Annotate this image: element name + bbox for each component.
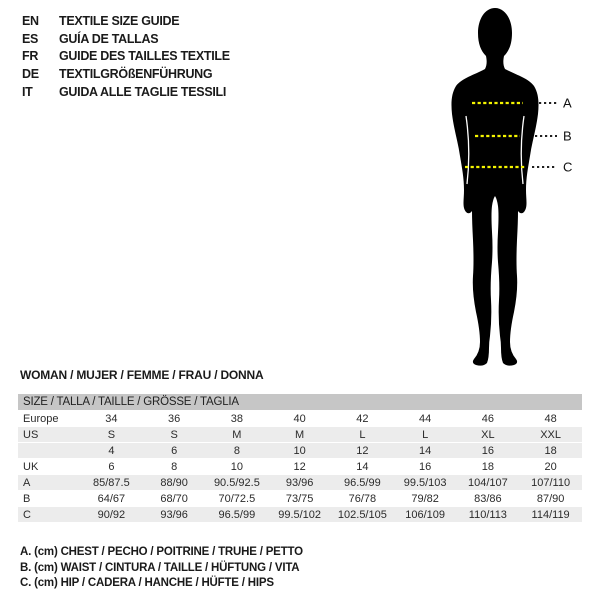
size-cell: 90/92 bbox=[97, 509, 126, 521]
size-cell: 8 bbox=[171, 461, 178, 473]
lang-row-es bbox=[22, 31, 230, 49]
size-cell: 44 bbox=[419, 413, 432, 425]
lang-label-en: TEXTILE SIZE GUIDE bbox=[59, 14, 180, 28]
lang-label-es: GUÍA DE TALLAS bbox=[59, 31, 159, 46]
size-cell: 10 bbox=[230, 461, 243, 473]
language-title-list bbox=[22, 13, 230, 102]
row-label: Europe bbox=[23, 413, 59, 425]
table-row-waist-b bbox=[18, 491, 582, 507]
legend-chest: A. (cm) CHEST / PECHO / POITRINE / TRUHE / PETTO bbox=[20, 546, 303, 558]
size-cell: 12 bbox=[356, 445, 369, 457]
lang-code-en: EN bbox=[22, 14, 39, 28]
size-cell: 16 bbox=[481, 445, 494, 457]
row-label bbox=[18, 443, 80, 458]
size-cell: L bbox=[359, 429, 366, 441]
size-cell: 34 bbox=[105, 413, 118, 425]
size-cell: 36 bbox=[168, 413, 181, 425]
size-cell: 12 bbox=[293, 461, 306, 473]
size-cell: 93/96 bbox=[285, 477, 314, 489]
size-cell: 73/75 bbox=[285, 493, 314, 505]
lang-label-de: TEXTILGRÖßENFÜHRUNG bbox=[59, 67, 213, 82]
size-cell: XL bbox=[481, 429, 495, 441]
size-cell: 20 bbox=[544, 461, 557, 473]
size-cell: 99.5/102 bbox=[278, 509, 322, 521]
lang-row-de bbox=[22, 66, 230, 84]
size-cell: 87/90 bbox=[536, 493, 565, 505]
size-cell: 96.5/99 bbox=[218, 509, 256, 521]
size-cell: 4 bbox=[108, 445, 115, 457]
size-cell: 99.5/103 bbox=[403, 477, 447, 489]
size-cell: 46 bbox=[481, 413, 494, 425]
table-row-us-letter bbox=[18, 427, 582, 443]
lang-code-it: IT bbox=[22, 84, 33, 99]
row-label: UK bbox=[23, 461, 39, 473]
size-cell: 68/70 bbox=[160, 493, 188, 505]
size-cell: 110/113 bbox=[468, 509, 507, 521]
size-cell: 38 bbox=[230, 413, 243, 425]
size-cell: 64/67 bbox=[97, 493, 126, 505]
size-cell: 42 bbox=[356, 413, 369, 425]
lang-code-de: DE bbox=[22, 67, 39, 82]
size-cell: 85/87.5 bbox=[93, 477, 130, 489]
size-cell: 16 bbox=[419, 461, 432, 473]
row-label: A bbox=[23, 477, 31, 489]
size-cell: 40 bbox=[293, 413, 306, 425]
hip-marker-label: C bbox=[563, 159, 573, 175]
table-row-europe bbox=[18, 411, 582, 427]
size-cell: S bbox=[170, 429, 178, 441]
size-cell: 18 bbox=[481, 461, 494, 473]
size-cell: 90.5/92.5 bbox=[213, 477, 260, 489]
lang-row-en bbox=[22, 13, 230, 31]
size-cell: M bbox=[232, 429, 242, 441]
size-cell: 107/110 bbox=[531, 477, 571, 489]
table-row-us-number bbox=[18, 443, 582, 459]
size-cell: 14 bbox=[419, 445, 432, 457]
legend-waist: B. (cm) WAIST / CINTURA / TAILLE / HÜFTUNG / VITA bbox=[20, 561, 300, 574]
size-cell: 114/119 bbox=[531, 509, 570, 521]
table-row-chest-a bbox=[18, 475, 582, 491]
lang-label-fr: GUIDE DES TAILLES TEXTILE bbox=[59, 49, 230, 64]
size-cell: 10 bbox=[293, 445, 306, 457]
size-cell: 79/82 bbox=[411, 493, 439, 505]
table-row-hip-c bbox=[18, 507, 582, 523]
size-cell: 106/109 bbox=[405, 509, 445, 521]
measurement-legend bbox=[20, 545, 303, 592]
size-cell: 48 bbox=[544, 413, 557, 425]
row-label: B bbox=[23, 493, 31, 505]
lang-row-fr bbox=[22, 48, 230, 66]
size-cell: 88/90 bbox=[160, 477, 188, 489]
row-label: C bbox=[23, 509, 31, 521]
size-cell: 93/96 bbox=[160, 509, 188, 521]
size-cell: 6 bbox=[108, 461, 115, 473]
size-cell: 104/107 bbox=[467, 477, 508, 489]
waist-marker-label: B bbox=[563, 128, 572, 144]
section-title-woman: WOMAN / MUJER / FEMME / FRAU / DONNA bbox=[20, 368, 264, 382]
size-cell: 102.5/105 bbox=[337, 509, 387, 521]
lang-code-es: ES bbox=[22, 31, 39, 46]
lang-code-fr: FR bbox=[22, 49, 39, 64]
size-cell: 18 bbox=[544, 445, 557, 457]
size-cell: XXL bbox=[540, 429, 562, 441]
lang-row-it bbox=[22, 84, 230, 102]
size-cell: S bbox=[107, 429, 116, 441]
row-label: US bbox=[23, 429, 39, 441]
lang-label-it: GUIDA ALLE TAGLIE TESSILI bbox=[59, 84, 227, 99]
legend-hip: C. (cm) HIP / CADERA / HANCHE / HÜFTE / HIPS bbox=[20, 577, 274, 590]
size-cell: 76/78 bbox=[348, 493, 377, 505]
size-cell: 96.5/99 bbox=[344, 477, 381, 489]
size-cell: 83/86 bbox=[474, 493, 502, 505]
size-table bbox=[18, 394, 582, 523]
chest-marker-label: A bbox=[563, 95, 572, 111]
size-cell: 8 bbox=[233, 445, 240, 457]
woman-silhouette-figure bbox=[420, 0, 600, 380]
size-cell: L bbox=[422, 429, 429, 441]
size-cell: M bbox=[295, 429, 305, 441]
woman-silhouette bbox=[451, 8, 538, 366]
size-cell: 14 bbox=[356, 461, 369, 473]
table-row-uk bbox=[18, 459, 582, 475]
size-cell: 6 bbox=[171, 445, 178, 457]
size-cell: 70/72.5 bbox=[218, 493, 256, 505]
size-table-header: SIZE / TALLA / TAILLE / GRÖSSE / TAGLIA bbox=[18, 394, 582, 411]
